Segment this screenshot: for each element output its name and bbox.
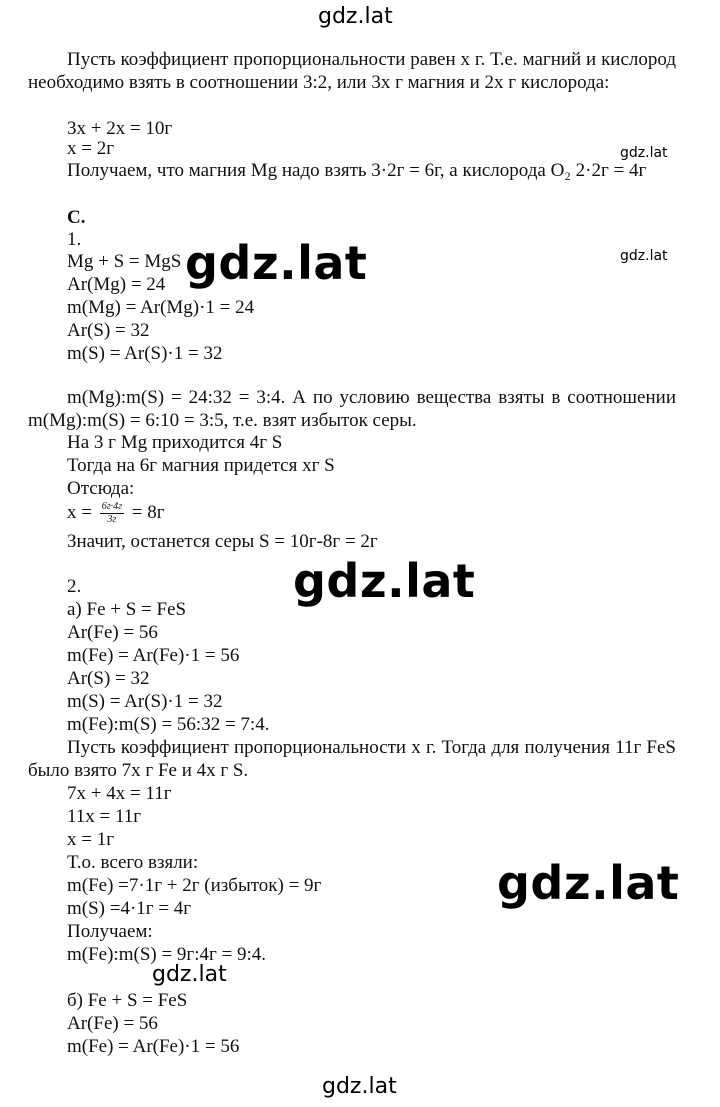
task2-line: Получаем: <box>67 921 153 942</box>
task1-line: На 3 г Mg приходится 4г S <box>67 432 283 453</box>
task1-line: m(Mg) = Ar(Mg)·1 = 24 <box>67 297 255 318</box>
fraction-prefix: х = <box>67 502 92 523</box>
task2-line: Т.о. всего взяли: <box>67 852 199 873</box>
task2-line: х = 1г <box>67 829 115 850</box>
fraction-denominator: 3г <box>107 514 117 526</box>
fraction-numerator: 6г·4г <box>101 501 123 513</box>
watermark-small-right: gdz.lat <box>620 145 668 161</box>
task1-line: Значит, останется серы S = 10г-8г = 2г <box>67 531 378 552</box>
part-b-equation: 3х + 2х = 10г <box>67 118 173 139</box>
task1-line: m(S) = Ar(S)·1 = 32 <box>67 343 223 364</box>
task2-line: 11х = 11г <box>67 806 142 827</box>
task1-line: Тогда на 6г магния придется хг S <box>67 455 335 476</box>
watermark-bottom: gdz.lat <box>322 1074 397 1099</box>
task1-ratio-paragraph: m(Mg):m(S) = 24:32 = 3:4. А по условию вещества взяты в соотношении m(Mg):m(S) = 6:10 = 3:5, т.е. взят избыток серы. <box>28 387 676 431</box>
task2-line: 7х + 4х = 11г <box>67 783 172 804</box>
task2-line: m(S) = Ar(S)·1 = 32 <box>67 691 223 712</box>
task2-line: m(S) =4·1г = 4г <box>67 898 192 919</box>
task-number: 2. <box>67 576 82 597</box>
watermark-large: gdz.lat <box>293 554 476 608</box>
task2-line: m(Fe) = Ar(Fe)·1 = 56 <box>67 645 240 666</box>
task2-line: Ar(Fe) = 56 <box>67 1013 158 1034</box>
fraction-suffix: = 8г <box>131 502 165 523</box>
fraction <box>100 501 124 526</box>
part-b-result: Получаем, что магния Mg надо взять 3·2г = 6г, а кислорода O₂ 2·2г = 4г <box>67 160 647 181</box>
task2-line: Ar(S) = 32 <box>67 668 150 689</box>
task1-line: Mg + S = MgS <box>67 251 182 272</box>
watermark-mid-small: gdz.lat <box>152 962 227 987</box>
part-b-intro: Пусть коэффициент пропорциональности равен х г. Т.е. магний и кислород необходимо взять в соотношении 3:2, или 3х г магния и 2х г кислорода: <box>28 49 676 93</box>
task2-line: m(Fe) = Ar(Fe)·1 = 56 <box>67 1036 240 1057</box>
task1-line: Ar(S) = 32 <box>67 320 150 341</box>
part-c-heading: С. <box>67 207 86 228</box>
watermark-large: gdz.lat <box>185 236 368 290</box>
task1-line: Отсюда: <box>67 478 135 499</box>
task-number: 1. <box>67 229 82 250</box>
watermark-large: gdz.lat <box>497 856 680 910</box>
task1-line: Ar(Mg) = 24 <box>67 274 166 295</box>
task2-line: а) Fe + S = FeS <box>67 599 187 620</box>
task1-fraction-line <box>67 498 165 528</box>
task2-paragraph: Пусть коэффициент пропорциональности х г. Тогда для получения 11г FeS было взято 7х г Fe и 4х г S. <box>28 737 676 781</box>
part-b-equation: х = 2г <box>67 138 115 159</box>
task2-line: m(Fe):m(S) = 56:32 = 7:4. <box>67 714 270 735</box>
watermark-top: gdz.lat <box>318 4 393 29</box>
task2-line: Ar(Fe) = 56 <box>67 622 158 643</box>
task2-line: m(Fe) =7·1г + 2г (избыток) = 9г <box>67 875 322 896</box>
watermark-small-right: gdz.lat <box>620 248 668 264</box>
task2-line: m(Fe):m(S) = 9г:4г = 9:4. <box>67 944 267 965</box>
task2-line: б) Fe + S = FeS <box>67 990 188 1011</box>
